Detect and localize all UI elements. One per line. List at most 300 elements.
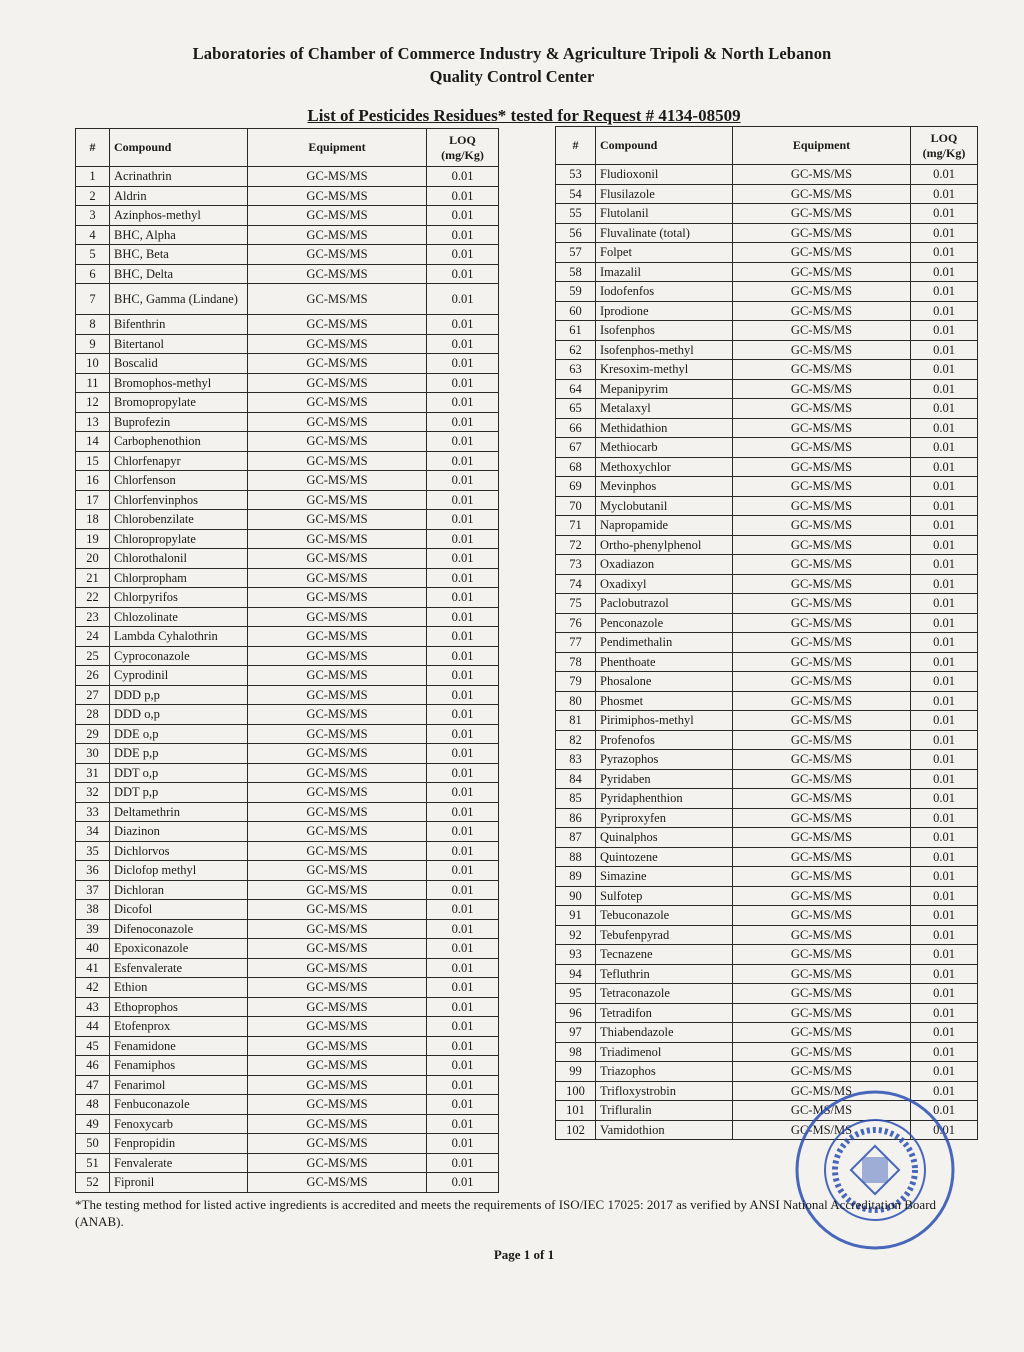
row-number: 84 (556, 769, 596, 789)
table-row (556, 906, 978, 926)
compound-name: Flusilazole (596, 184, 733, 204)
row-number: 25 (76, 646, 110, 666)
table-row (556, 984, 978, 1004)
row-number: 2 (76, 186, 110, 206)
table-row (76, 354, 499, 374)
row-number: 53 (556, 165, 596, 185)
loq-value: 0.01 (427, 1173, 499, 1193)
col-header-equipment: Equipment (248, 129, 427, 167)
equipment-cell: GC-MS/MS (248, 588, 427, 608)
row-number: 29 (76, 724, 110, 744)
row-number: 9 (76, 334, 110, 354)
col-header-equipment: Equipment (733, 127, 911, 165)
row-number: 65 (556, 399, 596, 419)
loq-value: 0.01 (911, 886, 978, 906)
compound-name: Oxadixyl (596, 574, 733, 594)
equipment-cell: GC-MS/MS (248, 627, 427, 647)
equipment-cell: GC-MS/MS (733, 633, 911, 653)
compound-name: Methidathion (596, 418, 733, 438)
compound-name: Fenbuconazole (110, 1095, 248, 1115)
equipment-cell: GC-MS/MS (733, 204, 911, 224)
equipment-cell: GC-MS/MS (733, 399, 911, 419)
loq-value: 0.01 (427, 549, 499, 569)
equipment-cell: GC-MS/MS (733, 282, 911, 302)
table-row (556, 1042, 978, 1062)
compound-name: Vamidothion (596, 1120, 733, 1140)
row-number: 36 (76, 861, 110, 881)
table-row (76, 1173, 499, 1193)
compound-name: Tefluthrin (596, 964, 733, 984)
equipment-cell: GC-MS/MS (733, 340, 911, 360)
equipment-cell: GC-MS/MS (248, 1153, 427, 1173)
compound-name: Pyridaben (596, 769, 733, 789)
table-header-row (556, 127, 978, 165)
row-number: 18 (76, 510, 110, 530)
compound-name: Tetradifon (596, 1003, 733, 1023)
compound-name: Metalaxyl (596, 399, 733, 419)
compound-name: Difenoconazole (110, 919, 248, 939)
compound-name: Tebuconazole (596, 906, 733, 926)
compound-name: Paclobutrazol (596, 594, 733, 614)
table-row (556, 1023, 978, 1043)
compound-name: Esfenvalerate (110, 958, 248, 978)
loq-value: 0.01 (911, 672, 978, 692)
lab-name: Laboratories of Chamber of Commerce Industry & Agriculture Tripoli & North Lebanon (192, 44, 832, 63)
compound-name: Phosalone (596, 672, 733, 692)
compound-name: Ethoprophos (110, 997, 248, 1017)
table-row (556, 964, 978, 984)
compound-name: Chlorothalonil (110, 549, 248, 569)
equipment-cell: GC-MS/MS (733, 1003, 911, 1023)
row-number: 89 (556, 867, 596, 887)
compound-name: Carbophenothion (110, 432, 248, 452)
row-number: 78 (556, 652, 596, 672)
row-number: 19 (76, 529, 110, 549)
table-row (76, 510, 499, 530)
compound-name: Cyproconazole (110, 646, 248, 666)
equipment-cell: GC-MS/MS (248, 646, 427, 666)
loq-value: 0.01 (911, 613, 978, 633)
loq-value: 0.01 (911, 516, 978, 536)
equipment-cell: GC-MS/MS (248, 705, 427, 725)
loq-value: 0.01 (427, 167, 499, 187)
table-row (76, 471, 499, 491)
equipment-cell: GC-MS/MS (248, 666, 427, 686)
compound-name: Pyridaphenthion (596, 789, 733, 809)
equipment-cell: GC-MS/MS (248, 412, 427, 432)
equipment-cell: GC-MS/MS (248, 1036, 427, 1056)
compound-name: Isofenphos (596, 321, 733, 341)
equipment-cell: GC-MS/MS (733, 808, 911, 828)
table-row (76, 705, 499, 725)
row-number: 73 (556, 555, 596, 575)
table-row (76, 900, 499, 920)
loq-value: 0.01 (427, 724, 499, 744)
loq-value: 0.01 (911, 633, 978, 653)
row-number: 49 (76, 1114, 110, 1134)
row-number: 39 (76, 919, 110, 939)
loq-value: 0.01 (427, 978, 499, 998)
compound-name: Lambda Cyhalothrin (110, 627, 248, 647)
table-row (76, 978, 499, 998)
compound-name: Ethion (110, 978, 248, 998)
row-number: 81 (556, 711, 596, 731)
equipment-cell: GC-MS/MS (733, 1101, 911, 1121)
loq-value: 0.01 (911, 1062, 978, 1082)
table-row (76, 1056, 499, 1076)
compound-name: Triadimenol (596, 1042, 733, 1062)
row-number: 3 (76, 206, 110, 226)
equipment-cell: GC-MS/MS (248, 958, 427, 978)
equipment-cell: GC-MS/MS (733, 789, 911, 809)
loq-value: 0.01 (427, 997, 499, 1017)
table-row (76, 588, 499, 608)
loq-value: 0.01 (911, 730, 978, 750)
equipment-cell: GC-MS/MS (248, 1173, 427, 1193)
loq-value: 0.01 (911, 1101, 978, 1121)
row-number: 12 (76, 393, 110, 413)
equipment-cell: GC-MS/MS (248, 206, 427, 226)
col-header-loq (427, 129, 499, 167)
loq-value: 0.01 (427, 245, 499, 265)
table-row (556, 847, 978, 867)
equipment-cell: GC-MS/MS (733, 301, 911, 321)
compound-name: Iprodione (596, 301, 733, 321)
equipment-cell: GC-MS/MS (248, 373, 427, 393)
loq-value: 0.01 (911, 555, 978, 575)
compound-name: Fenpropidin (110, 1134, 248, 1154)
row-number: 24 (76, 627, 110, 647)
equipment-cell: GC-MS/MS (248, 354, 427, 374)
loq-value: 0.01 (427, 685, 499, 705)
table-row (556, 789, 978, 809)
compound-name: BHC, Beta (110, 245, 248, 265)
equipment-cell: GC-MS/MS (248, 997, 427, 1017)
table-row (76, 334, 499, 354)
row-number: 43 (76, 997, 110, 1017)
compound-name: Simazine (596, 867, 733, 887)
table-row (556, 672, 978, 692)
col-header-num: # (556, 127, 596, 165)
loq-value: 0.01 (911, 964, 978, 984)
row-number: 82 (556, 730, 596, 750)
compound-name: Etofenprox (110, 1017, 248, 1037)
equipment-cell: GC-MS/MS (248, 393, 427, 413)
compound-name: BHC, Delta (110, 264, 248, 284)
row-number: 14 (76, 432, 110, 452)
equipment-cell: GC-MS/MS (733, 321, 911, 341)
row-number: 45 (76, 1036, 110, 1056)
equipment-cell: GC-MS/MS (733, 984, 911, 1004)
equipment-cell: GC-MS/MS (733, 828, 911, 848)
loq-value: 0.01 (911, 906, 978, 926)
loq-value: 0.01 (427, 1017, 499, 1037)
compound-name: Mevinphos (596, 477, 733, 497)
loq-value: 0.01 (427, 334, 499, 354)
table-row (76, 646, 499, 666)
compound-name: DDD p,p (110, 685, 248, 705)
table-row (76, 568, 499, 588)
compound-name: Bromopropylate (110, 393, 248, 413)
row-number: 35 (76, 841, 110, 861)
row-number: 37 (76, 880, 110, 900)
table-row (556, 282, 978, 302)
equipment-cell: GC-MS/MS (733, 711, 911, 731)
compound-name: DDT p,p (110, 783, 248, 803)
compound-name: Deltamethrin (110, 802, 248, 822)
equipment-cell: GC-MS/MS (733, 906, 911, 926)
compound-name: Aldrin (110, 186, 248, 206)
row-number: 54 (556, 184, 596, 204)
compound-name: Diazinon (110, 822, 248, 842)
row-number: 4 (76, 225, 110, 245)
equipment-cell: GC-MS/MS (248, 471, 427, 491)
loq-value: 0.01 (911, 1023, 978, 1043)
equipment-cell: GC-MS/MS (248, 744, 427, 764)
equipment-cell: GC-MS/MS (733, 769, 911, 789)
row-number: 58 (556, 262, 596, 282)
table-row (556, 184, 978, 204)
table-row (76, 919, 499, 939)
compound-name: Buprofezin (110, 412, 248, 432)
equipment-cell: GC-MS/MS (248, 841, 427, 861)
loq-value: 0.01 (911, 652, 978, 672)
row-number: 11 (76, 373, 110, 393)
row-number: 63 (556, 360, 596, 380)
equipment-cell: GC-MS/MS (248, 783, 427, 803)
row-number: 28 (76, 705, 110, 725)
list-title: List of Pesticides Residues* tested for Request # 4134-08509 (307, 106, 741, 125)
equipment-cell: GC-MS/MS (248, 900, 427, 920)
loq-value: 0.01 (427, 627, 499, 647)
compound-name: Dichloran (110, 880, 248, 900)
equipment-cell: GC-MS/MS (248, 939, 427, 959)
row-number: 40 (76, 939, 110, 959)
equipment-cell: GC-MS/MS (733, 730, 911, 750)
compound-name: DDT o,p (110, 763, 248, 783)
compound-name: Tetraconazole (596, 984, 733, 1004)
equipment-cell: GC-MS/MS (248, 822, 427, 842)
compound-name: Fludioxonil (596, 165, 733, 185)
table-row (76, 245, 499, 265)
equipment-cell: GC-MS/MS (733, 613, 911, 633)
table-row (76, 225, 499, 245)
compound-name: Pirimiphos-methyl (596, 711, 733, 731)
table-row (556, 457, 978, 477)
loq-value: 0.01 (427, 432, 499, 452)
compound-name: Bromophos-methyl (110, 373, 248, 393)
compound-name: Chlorfenvinphos (110, 490, 248, 510)
compound-name: Folpet (596, 243, 733, 263)
loq-value: 0.01 (427, 802, 499, 822)
compound-name: Tebufenpyrad (596, 925, 733, 945)
compound-name: Iodofenfos (596, 282, 733, 302)
row-number: 30 (76, 744, 110, 764)
equipment-cell: GC-MS/MS (733, 574, 911, 594)
compound-name: Fenamiphos (110, 1056, 248, 1076)
table-body-right (556, 165, 978, 1140)
equipment-cell: GC-MS/MS (248, 1017, 427, 1037)
equipment-cell: GC-MS/MS (733, 652, 911, 672)
document-header (0, 44, 1024, 87)
table-row (556, 477, 978, 497)
table-row (556, 360, 978, 380)
equipment-cell: GC-MS/MS (248, 568, 427, 588)
table-row (76, 1017, 499, 1037)
compound-name: Chlorobenzilate (110, 510, 248, 530)
col-header-num: # (76, 129, 110, 167)
table-row (556, 340, 978, 360)
loq-value: 0.01 (911, 340, 978, 360)
row-number: 72 (556, 535, 596, 555)
row-number: 5 (76, 245, 110, 265)
row-number: 92 (556, 925, 596, 945)
table-row (76, 393, 499, 413)
loq-value: 0.01 (911, 418, 978, 438)
equipment-cell: GC-MS/MS (248, 1095, 427, 1115)
compound-name: Cyprodinil (110, 666, 248, 686)
row-number: 86 (556, 808, 596, 828)
loq-value: 0.01 (427, 373, 499, 393)
table-row (76, 529, 499, 549)
equipment-cell: GC-MS/MS (733, 418, 911, 438)
row-number: 64 (556, 379, 596, 399)
loq-value: 0.01 (427, 900, 499, 920)
table-row (556, 301, 978, 321)
row-number: 31 (76, 763, 110, 783)
row-number: 97 (556, 1023, 596, 1043)
compound-name: Phosmet (596, 691, 733, 711)
loq-label: LOQ (449, 132, 476, 147)
row-number: 33 (76, 802, 110, 822)
loq-value: 0.01 (427, 1036, 499, 1056)
table-row (76, 1075, 499, 1095)
equipment-cell: GC-MS/MS (733, 1120, 911, 1140)
table-row (556, 633, 978, 653)
compound-name: Azinphos-methyl (110, 206, 248, 226)
loq-value: 0.01 (427, 958, 499, 978)
loq-value: 0.01 (911, 477, 978, 497)
equipment-cell: GC-MS/MS (248, 1114, 427, 1134)
compound-name: Pyriproxyfen (596, 808, 733, 828)
loq-value: 0.01 (911, 1003, 978, 1023)
compound-name: Chlorpropham (110, 568, 248, 588)
row-number: 62 (556, 340, 596, 360)
equipment-cell: GC-MS/MS (248, 432, 427, 452)
loq-value: 0.01 (427, 529, 499, 549)
loq-value: 0.01 (427, 206, 499, 226)
loq-value: 0.01 (911, 379, 978, 399)
compound-name: Trifloxystrobin (596, 1081, 733, 1101)
row-number: 57 (556, 243, 596, 263)
table-row (76, 861, 499, 881)
equipment-cell: GC-MS/MS (248, 880, 427, 900)
table-row (76, 451, 499, 471)
equipment-cell: GC-MS/MS (248, 315, 427, 335)
loq-value: 0.01 (427, 354, 499, 374)
row-number: 42 (76, 978, 110, 998)
loq-value: 0.01 (427, 783, 499, 803)
table-row (556, 594, 978, 614)
loq-value: 0.01 (911, 1120, 978, 1140)
equipment-cell: GC-MS/MS (248, 225, 427, 245)
loq-value: 0.01 (911, 282, 978, 302)
equipment-cell: GC-MS/MS (248, 186, 427, 206)
loq-value: 0.01 (911, 769, 978, 789)
loq-value: 0.01 (427, 264, 499, 284)
row-number: 69 (556, 477, 596, 497)
equipment-cell: GC-MS/MS (733, 165, 911, 185)
row-number: 68 (556, 457, 596, 477)
table-header-row (76, 129, 499, 167)
table-row (76, 412, 499, 432)
compound-name: Dicofol (110, 900, 248, 920)
equipment-cell: GC-MS/MS (248, 685, 427, 705)
loq-value: 0.01 (427, 1114, 499, 1134)
equipment-cell: GC-MS/MS (733, 516, 911, 536)
table-row (556, 418, 978, 438)
row-number: 20 (76, 549, 110, 569)
row-number: 23 (76, 607, 110, 627)
compound-name: Fipronil (110, 1173, 248, 1193)
table-row (76, 802, 499, 822)
loq-value: 0.01 (427, 471, 499, 491)
table-row (556, 516, 978, 536)
row-number: 7 (76, 284, 110, 315)
equipment-cell: GC-MS/MS (248, 607, 427, 627)
compound-name: Kresoxim-methyl (596, 360, 733, 380)
row-number: 16 (76, 471, 110, 491)
table-row (76, 1114, 499, 1134)
table-row (76, 822, 499, 842)
table-row (556, 555, 978, 575)
compound-name: Diclofop methyl (110, 861, 248, 881)
compound-name: BHC, Alpha (110, 225, 248, 245)
loq-value: 0.01 (427, 393, 499, 413)
equipment-cell: GC-MS/MS (248, 1075, 427, 1095)
compound-name: Bitertanol (110, 334, 248, 354)
table-row (76, 206, 499, 226)
row-number: 8 (76, 315, 110, 335)
table-row (76, 284, 499, 315)
loq-value: 0.01 (427, 510, 499, 530)
row-number: 101 (556, 1101, 596, 1121)
row-number: 88 (556, 847, 596, 867)
loq-value: 0.01 (911, 223, 978, 243)
table-row (556, 1062, 978, 1082)
table-row (556, 262, 978, 282)
loq-value: 0.01 (911, 360, 978, 380)
table-row (556, 535, 978, 555)
compound-name: Ortho-phenylphenol (596, 535, 733, 555)
table-row (556, 652, 978, 672)
row-number: 79 (556, 672, 596, 692)
table-row (76, 549, 499, 569)
loq-value: 0.01 (427, 666, 499, 686)
table-row (556, 867, 978, 887)
loq-value: 0.01 (911, 750, 978, 770)
loq-value: 0.01 (911, 321, 978, 341)
equipment-cell: GC-MS/MS (733, 457, 911, 477)
row-number: 90 (556, 886, 596, 906)
table-row (76, 666, 499, 686)
table-row (76, 880, 499, 900)
table-row (556, 691, 978, 711)
loq-value: 0.01 (911, 925, 978, 945)
row-number: 95 (556, 984, 596, 1004)
equipment-cell: GC-MS/MS (248, 510, 427, 530)
equipment-cell: GC-MS/MS (733, 925, 911, 945)
